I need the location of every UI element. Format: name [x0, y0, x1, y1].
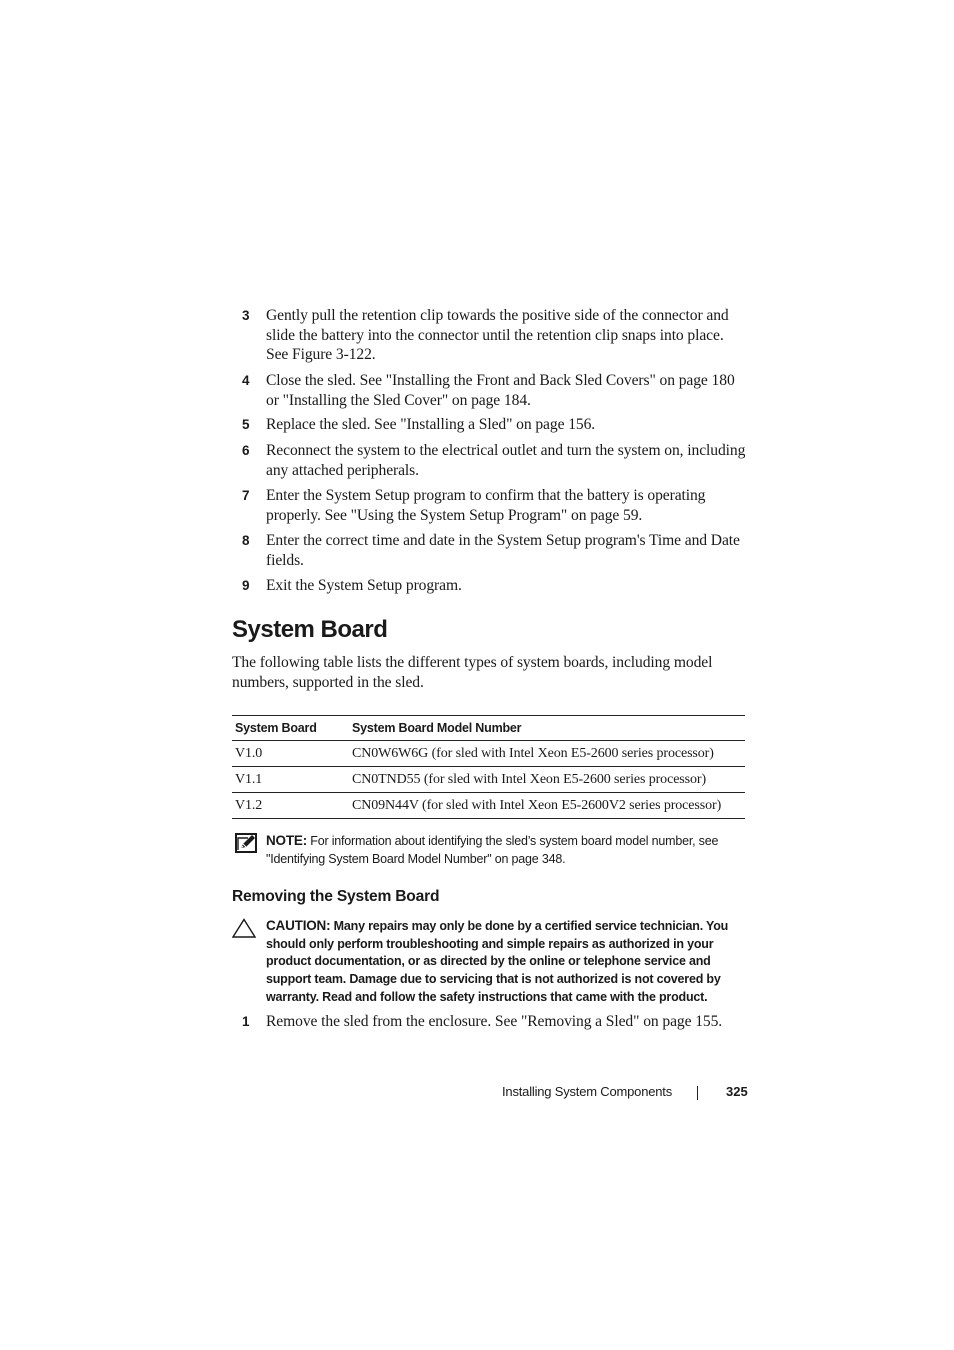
table-row — [232, 793, 745, 819]
footer-separator — [697, 1086, 698, 1100]
step-number: 6 — [242, 443, 250, 458]
note-label: NOTE: — [266, 833, 307, 848]
section-heading: System Board — [232, 616, 388, 643]
table-row — [232, 741, 745, 767]
table-cell: CN09N44V (for sled with Intel Xeon E5-2600V2 series processor) — [349, 793, 745, 819]
caution-label: CAUTION: — [266, 918, 331, 933]
footer-page-number: 325 — [726, 1084, 748, 1099]
table-cell: V1.1 — [232, 767, 349, 793]
step-number: 7 — [242, 488, 250, 503]
subsection-heading: Removing the System Board — [232, 888, 440, 905]
step-number: 5 — [242, 417, 250, 432]
step-number: 9 — [242, 578, 250, 593]
step-text: Gently pull the retention clip towards the positive side of the connector and slide the battery into the connector until the retention clip snaps into place. See Figure 3-122. — [266, 307, 729, 363]
step-number: 1 — [242, 1014, 250, 1029]
step-text: Replace the sled. See "Installing a Sled" on page 156. — [266, 416, 596, 433]
table-cell: V1.0 — [232, 741, 349, 767]
step-number: 8 — [242, 533, 250, 548]
section-intro: The following table lists the different types of system boards, including model numbers, supported in the sled. — [232, 654, 713, 691]
table-cell: V1.2 — [232, 793, 349, 819]
table-cell: CN0W6W6G (for sled with Intel Xeon E5-2600 series processor) — [349, 741, 745, 767]
table-header-row — [232, 716, 745, 741]
note-pencil-icon — [235, 833, 257, 853]
step-text: Remove the sled from the enclosure. See "Removing a Sled" on page 155. — [266, 1013, 723, 1030]
table-row — [232, 767, 745, 793]
step-text: Enter the System Setup program to confirm that the battery is operating properly. See "Using the System Setup Program" on page 59. — [266, 487, 706, 524]
step-number: 3 — [242, 308, 250, 323]
step-text: Reconnect the system to the electrical outlet and turn the system on, including any attached peripherals. — [266, 442, 746, 479]
table-cell: CN0TND55 (for sled with Intel Xeon E5-2600 series processor) — [349, 767, 745, 793]
caution-callout — [266, 917, 748, 1007]
caution-triangle-icon — [232, 918, 256, 938]
note-text: For information about identifying the sled’s system board model number, see "Identifying System Board Model Number" on page 348. — [266, 834, 719, 866]
footer-chapter-title: Installing System Components — [502, 1084, 672, 1099]
step-text: Exit the System Setup program. — [266, 577, 462, 594]
step-number: 4 — [242, 373, 250, 388]
column-header: System Board Model Number — [349, 716, 745, 741]
system-board-table — [232, 715, 745, 819]
step-text: Close the sled. See "Installing the Front and Back Sled Covers" on page 180 or "Installing the Sled Cover" on page 184. — [266, 372, 735, 409]
step-text: Enter the correct time and date in the System Setup program's Time and Date fields. — [266, 532, 740, 569]
note-callout — [266, 832, 746, 868]
caution-text: Many repairs may only be done by a certified service technician. You should only perform troubleshooting and simple repairs as authorized in your product documentation, or as directed by the online or telephone service and support team. Damage due to servicing that is not authorized is not covered by warranty. Read and follow the safety instructions that came with the product. — [266, 919, 729, 1004]
column-header: System Board — [232, 716, 349, 741]
